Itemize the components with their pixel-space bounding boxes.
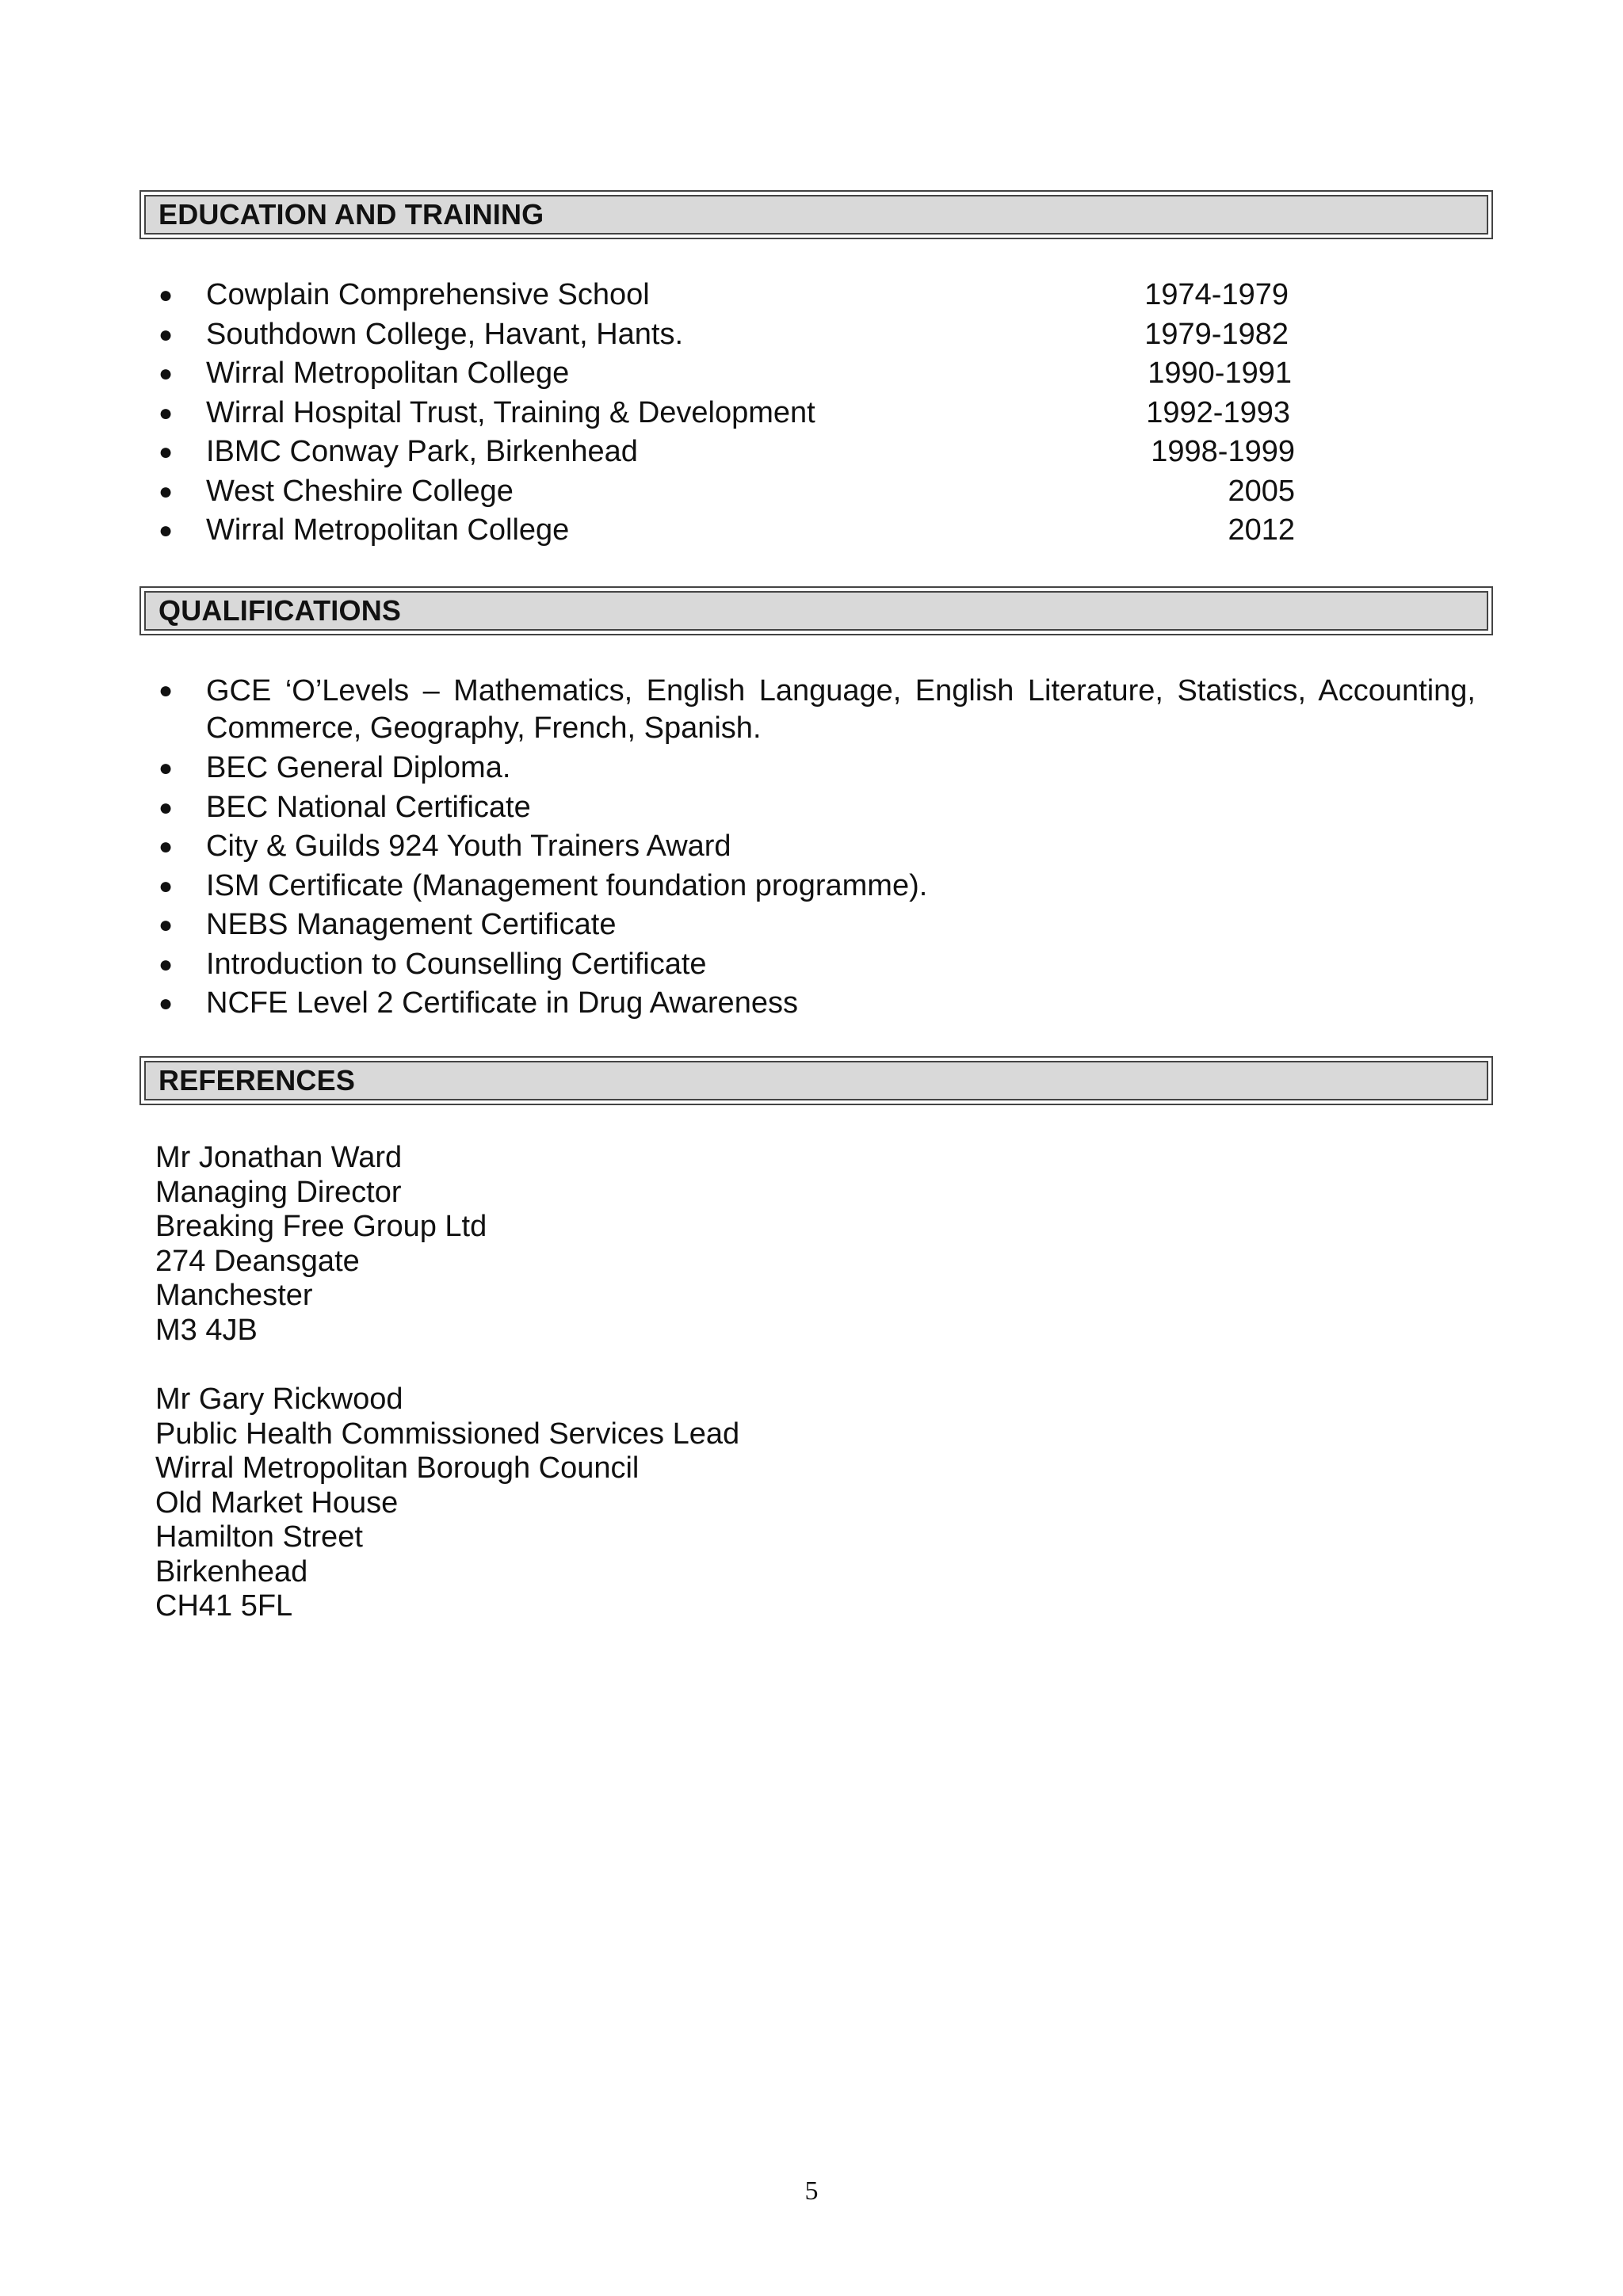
- education-list: [155, 276, 1296, 551]
- qualification-item: [155, 672, 1476, 749]
- bullet-icon: ●: [158, 794, 174, 821]
- education-years: 1979-1982: [1144, 317, 1289, 351]
- bullet-icon: ●: [158, 517, 174, 543]
- bullet-icon: ●: [158, 282, 174, 308]
- qualification-text: ISM Certificate (Management foundation programme).: [206, 868, 928, 902]
- bullet-icon: ●: [158, 439, 174, 465]
- bullet-icon: ●: [158, 833, 174, 860]
- reference-name: Mr Jonathan Ward: [155, 1141, 403, 1174]
- education-years: 1992-1993: [1146, 395, 1290, 429]
- bullet-icon: ●: [158, 478, 174, 505]
- education-item: [155, 511, 1296, 551]
- education-institution: Cowplain Comprehensive School: [206, 278, 650, 311]
- education-section-header: [139, 190, 1493, 239]
- education-years: 1990-1991: [1148, 357, 1292, 390]
- reference-title: Managing Director: [155, 1175, 402, 1209]
- reference-address-line: Hamilton Street: [155, 1520, 363, 1554]
- reference-contact-1: [155, 1141, 487, 1348]
- qualification-text: GCE ‘O’Levels – Mathematics, English Language, English Literature, Statistics, Accounting, Commerce, Geography, French, Spanish.: [206, 674, 1476, 745]
- qualifications-heading: QUALIFICATIONS: [144, 591, 1488, 631]
- education-item: [155, 472, 1296, 512]
- bullet-icon: ●: [158, 360, 174, 387]
- education-institution: West Cheshire College: [206, 474, 514, 508]
- qualifications-section-header: [139, 586, 1493, 635]
- reference-address-line: Manchester: [155, 1279, 313, 1312]
- reference-postcode: CH41 5FL: [155, 1589, 293, 1623]
- qualification-text: NCFE Level 2 Certificate in Drug Awareness: [206, 986, 798, 1020]
- qualification-text: BEC National Certificate: [206, 790, 531, 824]
- references-section-header: [139, 1056, 1493, 1105]
- qualification-text: City & Guilds 924 Youth Trainers Award: [206, 830, 731, 863]
- qualification-item: [155, 906, 1476, 945]
- reference-title: Public Health Commissioned Services Lead: [155, 1417, 740, 1451]
- education-years: 1998-1999: [1151, 435, 1295, 468]
- education-institution: Southdown College, Havant, Hants.: [206, 317, 684, 351]
- education-institution: Wirral Hospital Trust, Training & Development: [206, 395, 815, 429]
- reference-organisation: Wirral Metropolitan Borough Council: [155, 1451, 640, 1485]
- bullet-icon: ●: [158, 399, 174, 426]
- qualifications-list: [155, 672, 1476, 1024]
- reference-name: Mr Gary Rickwood: [155, 1383, 403, 1416]
- qualification-text: BEC General Diploma.: [206, 751, 511, 784]
- education-item: [155, 433, 1296, 472]
- education-years: 2012: [1228, 513, 1295, 547]
- education-heading: EDUCATION AND TRAINING: [144, 195, 1488, 235]
- reference-address-line: 274 Deansgate: [155, 1244, 360, 1278]
- bullet-icon: ●: [158, 990, 174, 1016]
- bullet-icon: ●: [158, 951, 174, 978]
- education-item: [155, 394, 1296, 433]
- bullet-icon: ●: [158, 321, 174, 348]
- education-institution: Wirral Metropolitan College: [206, 513, 570, 547]
- bullet-icon: ●: [158, 912, 174, 938]
- qualification-item: [155, 984, 1476, 1024]
- bullet-icon: ●: [158, 755, 174, 781]
- reference-address-line: Old Market House: [155, 1486, 399, 1520]
- education-item: [155, 315, 1296, 355]
- references-heading: REFERENCES: [144, 1061, 1488, 1100]
- education-years: 1974-1979: [1144, 278, 1289, 311]
- education-institution: IBMC Conway Park, Birkenhead: [206, 435, 638, 468]
- qualification-item: [155, 788, 1476, 828]
- reference-organisation: Breaking Free Group Ltd: [155, 1210, 487, 1243]
- education-item: [155, 276, 1296, 315]
- bullet-icon: ●: [158, 677, 174, 704]
- qualification-item: [155, 827, 1476, 867]
- reference-postcode: M3 4JB: [155, 1313, 258, 1347]
- qualification-text: NEBS Management Certificate: [206, 908, 617, 941]
- page-number: 5: [804, 2176, 819, 2206]
- qualification-item: [155, 749, 1476, 788]
- education-years: 2005: [1228, 474, 1295, 508]
- education-institution: Wirral Metropolitan College: [206, 357, 570, 390]
- education-item: [155, 354, 1296, 394]
- qualification-item: [155, 945, 1476, 985]
- qualification-item: [155, 867, 1476, 906]
- reference-address-line: Birkenhead: [155, 1554, 308, 1589]
- bullet-icon: ●: [158, 872, 174, 899]
- reference-contact-2: [155, 1383, 739, 1624]
- qualification-text: Introduction to Counselling Certificate: [206, 947, 707, 981]
